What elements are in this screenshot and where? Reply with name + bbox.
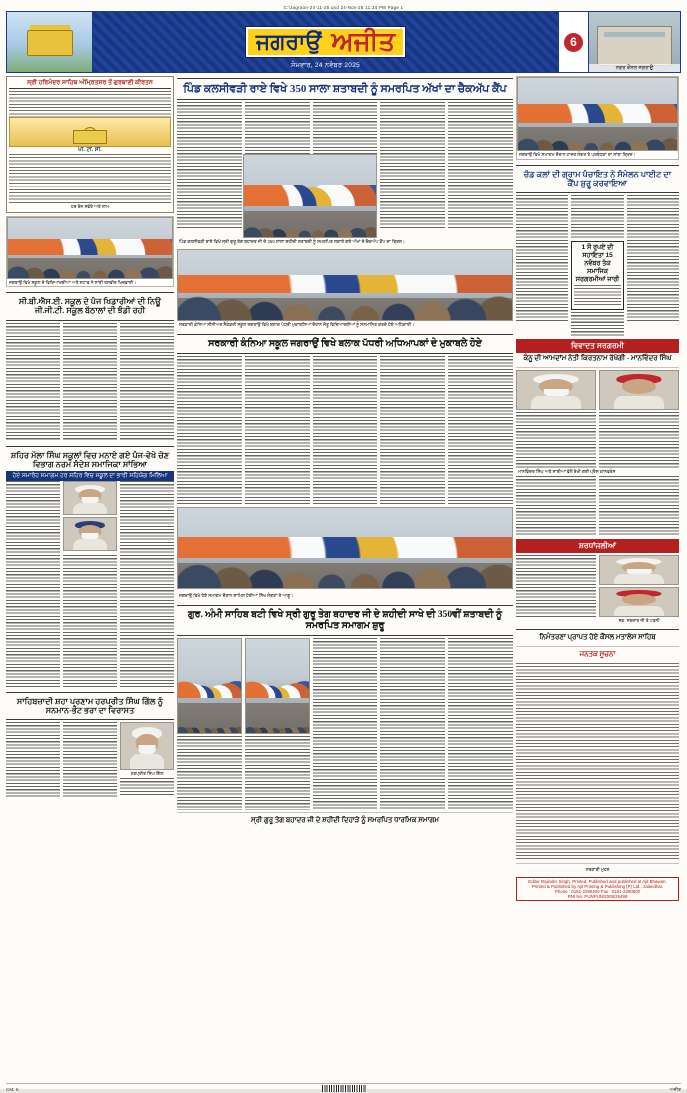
left-column xyxy=(6,76,174,1080)
text-col-1 xyxy=(516,195,568,323)
face-shape xyxy=(136,734,159,752)
jagraon-municipal-building-photo xyxy=(588,12,680,72)
imprint-line-2: Printed & Published by Ajit Printing & Publishing (P) Ltd., Jalandhar. xyxy=(531,883,664,889)
footer-barcode-area xyxy=(19,1085,670,1093)
face-shape xyxy=(622,562,656,573)
sant-portrait xyxy=(63,481,117,515)
left-story-3 xyxy=(6,690,174,798)
text-col-2 xyxy=(245,736,310,810)
portrait-pair xyxy=(599,555,679,625)
torso-shape xyxy=(73,503,106,514)
right-story-2-caption: ਮਾਨਵਿੰਦਰ ਸਿੰਘ ਅਤੇ ਸਾਥੀਆਂ ਵੱਲੋਂ ਰੱਖੀ ਗਈ ਪ੍ਰੈਸ ਕਾਨਫਰੰਸ xyxy=(518,468,616,474)
text-col-3 xyxy=(120,481,174,553)
page-columns xyxy=(6,76,681,1080)
imprint-line-1: Editor Rajinder Singh. Printed, Published and published at Ajit Bhawan, xyxy=(528,878,667,884)
right-story-1 xyxy=(516,163,679,336)
ad-subtitle: ਪੀ. ਟੀ. ਸੀ. xyxy=(78,147,102,154)
text-col-1 xyxy=(177,736,242,810)
imprint-line-3: Phone : 0181-2290400 Fax : 0181-2290500 xyxy=(554,888,641,894)
text-col-1 xyxy=(516,555,596,617)
text-col-3 xyxy=(120,555,174,687)
ptc-kirtan-ad xyxy=(6,76,174,213)
left-story-1-headline: ਸੀ.ਬੀ.ਐਸ.ਈ. ਸਕੂਲ ਦੇ ਪੰਜ ਖਿਡਾਰੀਆਂ ਦੀ ਨਿਊ ਜੀ.ਜੀ.ਟੀ. ਸਕੂਲ ਬੱਠਾਲਾਂ ਦੀ ਝੰਡੀ ਰਹੀ xyxy=(18,297,162,316)
face-shape xyxy=(622,379,656,394)
text-col-1 xyxy=(6,555,60,687)
face-shape xyxy=(622,594,656,605)
text-col-2-top xyxy=(571,195,623,239)
imprint-block xyxy=(516,877,679,901)
masthead xyxy=(6,11,681,73)
text-col-1 xyxy=(6,323,60,441)
eye-checkup-camp-photo xyxy=(243,154,377,238)
lead-headline: ਪਿੰਡ ਕਲਸੀਵੜੀ ਰਾਏ ਵਿਖੇ 350 ਸਾਲਾ ਸ਼ਤਾਬਦੀ ਨੂੰ ਸਮਰਪਿਤ ਅੱਖਾਂ ਦਾ ਚੈਕਅੱਪ ਕੈਂਪ xyxy=(183,83,507,95)
woman-portrait xyxy=(599,370,679,410)
right-story-2-subhead: ਕੰਨੂ ਦੀ ਆਮਦਾਂਮ ਨੇਤੀ ਕਿਰਤਨਾਮ ਰੱਖੇਗੀ - ਮਾਨਵਿੰਦਰ ਸਿੰਘ xyxy=(523,354,672,363)
text-col-2 xyxy=(63,555,117,687)
portrait-col xyxy=(516,370,596,468)
right-story-3-body xyxy=(516,555,679,625)
right-story-2 xyxy=(516,339,679,536)
photo-turbans xyxy=(246,673,309,697)
text-col-1 xyxy=(177,102,242,230)
divider xyxy=(177,353,513,354)
torso-shape xyxy=(614,606,664,616)
sidebox-title: 1 ਸੌ ਰੁਪਏ ਦੀ ਸਹਾਇਤਾ 15 ਨਵੰਬਰ ਤੱਕ ਸਮਾਜਿਕ ਸਰਗਰਮੀਆਂ ਜਾਰੀ xyxy=(575,244,620,284)
divider xyxy=(177,334,513,335)
text-col-2 xyxy=(63,722,117,798)
text-col-3 xyxy=(313,356,378,504)
center-story-d-caption-headline: ਸ੍ਰੀ ਗੁਰੂ ਤੇਗ ਬਹਾਦਰ ਜੀ ਦੇ ਸ਼ਹੀਦੀ ਦਿਹਾੜੇ ਨੂੰ ਸਮਰਪਿਤ ਧਾਰਮਿਕ ਸਮਾਗਮ xyxy=(251,816,439,825)
masthead-date: ਸੋਮਵਾਰ, 24 ਨਵੰਬਰ 2025 xyxy=(290,62,361,69)
left-story-2 xyxy=(6,444,174,687)
text-col-4 xyxy=(380,102,445,230)
right-story-1-sidebox xyxy=(571,241,623,310)
lead-caption: ਪਿੰਡ ਕਲਸੀਵੜੀ ਰਾਏ ਵਿਖੇ ਸ੍ਰੀ ਗੁਰੂ ਤੇਗ ਬਹਾਦਰ ਜੀ ਦੇ 350 ਸਾਲਾ ਸ਼ਹੀਦੀ ਸ਼ਤਾਬਦੀ ਨੂੰ ਸਮਰਪਿਤ ਲਗਾਏ ਗਏ ਅੱਖਾਂ ਦੇ ਚੈਕਅੱਪ ਕੈਂਪ ਦਾ ਦ੍ਰਿਸ਼। xyxy=(179,239,405,245)
divider xyxy=(516,165,679,166)
torso-shape xyxy=(130,754,163,770)
portrait-col xyxy=(120,722,174,798)
text-col-1 xyxy=(6,722,60,798)
imprint-line-4: RNI No. PUNPUN/2008/26488 xyxy=(567,893,628,899)
center-column xyxy=(177,76,513,1080)
divider xyxy=(9,186,171,187)
center-story-b xyxy=(177,332,513,505)
divider xyxy=(6,320,174,321)
page-footer xyxy=(6,1083,681,1093)
torso-shape xyxy=(614,396,664,409)
building-shape xyxy=(597,26,672,66)
footer-left-mark: CM: K xyxy=(6,1086,19,1092)
ad-text-block-1 xyxy=(9,91,171,117)
page-number-text: 6 xyxy=(564,33,583,52)
ad-text-block-2 xyxy=(9,154,171,184)
divider xyxy=(6,292,174,293)
text-col-5 xyxy=(448,356,513,504)
divider xyxy=(177,605,513,606)
text-col-2-with-box xyxy=(571,195,623,336)
torso-shape xyxy=(614,574,664,584)
edition-city-title: ਜਗਰਾਉਂ xyxy=(255,29,322,54)
right-story-2-headline: ਵਿਵਾਦਤ ਸਰਗਰਮੀ xyxy=(516,339,679,353)
teachers-award-ceremony-photo xyxy=(177,249,513,321)
sangat-group-photo-top xyxy=(517,77,678,151)
masthead-title-box xyxy=(245,26,406,58)
paper-title: ਅਜੀਤ xyxy=(331,27,396,56)
golden-temple-photo xyxy=(7,12,93,72)
col-with-photo-mid xyxy=(245,638,310,810)
center-story-d xyxy=(177,603,513,827)
photo-turbans xyxy=(244,185,376,206)
text-col-4 xyxy=(380,356,445,504)
divider xyxy=(177,812,513,813)
photo-turbans xyxy=(8,239,172,255)
right-story-3-headline: ਸ਼ਰਧਾਂਜਲੀਆਂ xyxy=(516,539,679,553)
center-lead-story xyxy=(177,76,513,246)
deceased-woman-portrait xyxy=(599,587,679,617)
photo-turbans xyxy=(178,673,241,697)
text-col-2 xyxy=(245,356,310,504)
torso-shape xyxy=(531,396,581,409)
divider xyxy=(516,629,679,630)
text-col-3 xyxy=(313,638,378,810)
deceased-man-portrait xyxy=(599,555,679,585)
text-col-1 xyxy=(516,476,596,536)
elder-sikh-portrait xyxy=(516,370,596,410)
right-column xyxy=(516,76,679,1080)
left-photo-1-caption: ਜਗਰਾਉਂ ਵਿਖੇ ਸਕੂਲ ਦੇ ਵਿਦਿਆਰਥੀਆਂ ਅਤੇ ਸਟਾਫ਼ ਨੇ ਸਾਂਝੀ ਤਸਵੀਰ ਖਿਚਵਾਈ। xyxy=(9,279,137,285)
face-shape xyxy=(539,379,573,394)
center-photo-row-caption: ਸਰਕਾਰੀ ਕੰਨਿਆ ਸੀਨੀਅਰ ਸੈਕੰਡਰੀ ਸਕੂਲ ਜਗਰਾਉਂ ਵਿਖੇ ਬਲਾਕ ਪੱਧਰੀ ਮੁਕਾਬਲਿਆਂ ਦੌਰਾਨ ਜੇਤੂ ਵਿਦਿਆਰਥੀਆਂ ਨੂੰ ਸਨਮਾਨਿਤ ਕਰਦੇ ਹੋਏ ਅਧਿਕਾਰੀ। xyxy=(179,322,415,328)
ad-title: ਸ੍ਰੀ ਹਰਿਮੰਦਰ ਸਾਹਿਬ ਅੰਮ੍ਰਿਤਸਰ ਤੋਂ ਗੁਰਬਾਣੀ ਕੀਰਤਨ xyxy=(27,79,153,86)
left-story-2-body-top xyxy=(6,481,174,553)
left-story-2-headline: ਸ਼ਹਿਰ ਮੱਲਾ ਸਿੰਘ ਸਕੂਲਾਂ ਵਿਚ ਮਨਾਏ ਗਏ ਪੰਜ-ਵੇਖੋ ਚੋਣ ਵਿਭਾਗ ਨਰਮ ਸੰਦੇਸ਼ ਸਮਾਜਿਕਾ ਸਾਂਭਿਆ xyxy=(10,450,170,469)
left-story-3-portrait-caption: ਹਰਪ੍ਰੀਤ ਸਿੰਘ ਗਿੱਲ xyxy=(130,771,164,777)
print-header-strip: C:\Jagraon-24-11-25.qxd 24-Nov-25 11:34 PM Page 1 xyxy=(283,5,404,10)
right-story-1-headline: ਚੰਡ ਕਲਾਂ ਦੀ ਗ੍ਰਾਮ ਪੰਚਾਇਤ ਨੇ ਸੰਮੇਲਨ ਪਾਈਟ ਦਾ ਕੈਂਪ ਸ਼ੁਰੂ ਕਰਵਾਇਆ xyxy=(523,169,672,188)
right-story-4-notice-title: ਜਨਤਕ ਸੂਚਨਾ xyxy=(579,650,616,659)
left-story-1 xyxy=(6,290,174,440)
right-photo-top-caption: ਜਗਰਾਉਂ ਵਿਖੇ ਸਮਾਗਮ ਦੌਰਾਨ ਹਾਜ਼ਰ ਸੰਗਤ ਤੇ ਪ੍ਰਬੰਧਕਾਂ ਦਾ ਸਾਂਝਾ ਦ੍ਰਿਸ਼। xyxy=(519,152,636,157)
left-story-2-subbar: ਹੋਏ ਸਮਾਰੋਹ ਸਮਾਗਮ ਹਰ ਸ਼ਹਿਰ ਵਿਚ ਸਕੂਲ ਦਾ ਭਾਰੀ ਸਹਿਯੋਗ ਮਿਲਿਆ xyxy=(6,471,174,481)
right-story-2-body-2 xyxy=(516,476,679,536)
text-col-2 xyxy=(599,476,679,536)
center-story-b-body xyxy=(177,356,513,504)
divider xyxy=(177,78,513,79)
ad-text-block-3 xyxy=(9,189,171,203)
text-col-1 xyxy=(177,356,242,504)
sidebox-text xyxy=(574,285,620,307)
portrait-col-2 xyxy=(599,370,679,468)
footer-paper-name: ਅਜੀਤ xyxy=(669,1086,681,1092)
portrait-stack xyxy=(63,481,117,553)
left-story-3-headline: ਸਾਹਿਬਜ਼ਾਦੀ ਸ਼ਹਾ ਪ੍ਰਣਾਮ ਹਰਪ੍ਰੀਤ ਸਿੰਘ ਗਿੱਲ ਨੂੰ ਸਨਮਾਨ-ਭੇਟ ਭਰਾ ਦਾ ਵਿਰਾਸਤ xyxy=(16,697,164,716)
divider xyxy=(9,88,171,89)
text-col-5 xyxy=(448,102,513,230)
divider xyxy=(516,646,679,647)
masthead-center xyxy=(93,12,558,72)
masthead-right-photo-label: ਨਗਰ ਕੌਂਸਲ ਜਗਰਾਉਂ xyxy=(589,64,680,73)
text-col-1 xyxy=(6,481,60,553)
text-col-2 xyxy=(63,323,117,441)
sikh-leaders-photo-caption: ਜਗਰਾਉਂ ਵਿਖੇ ਹੋਏ ਸਮਾਗਮ ਦੌਰਾਨ ਸ਼ਾਮਿਲ ਹੋਈਆਂ ਸਿੱਖ ਸੰਗਤਾਂ ਤੇ ਆਗੂ। xyxy=(179,593,294,599)
temple-shape xyxy=(73,130,107,144)
text-col-1 xyxy=(516,412,596,468)
photo-turbans xyxy=(518,104,677,123)
text-col-2-top xyxy=(245,102,310,154)
ad-footer: ਹਰ ਰੋਜ਼ ਸਵੇਰੇ ਅਤੇ ਸ਼ਾਮ xyxy=(71,203,109,209)
right-photo-top-block xyxy=(516,76,679,160)
center-story-d-body xyxy=(177,638,513,810)
divider xyxy=(177,99,513,100)
col-with-photo-left xyxy=(177,638,242,810)
siropa-honour-photo xyxy=(177,638,242,734)
temple-body-shape xyxy=(27,30,73,56)
right-story-4-body xyxy=(516,663,679,861)
center-photo-row xyxy=(177,249,513,329)
left-photo-1-block xyxy=(6,216,174,288)
face-shape xyxy=(79,525,102,538)
right-story-2-body xyxy=(516,370,679,468)
divider xyxy=(516,192,679,193)
right-story-3 xyxy=(516,539,679,625)
center-story-b-headline: ਸਰਕਾਰੀ ਕੰਨਿਆ ਸਕੂਲ ਜਗਰਾਉਂ ਵਿਖੇ ਬਲਾਕ ਪੱਧਰੀ ਅਧਿਆਪਕਾਂ ਦੇ ਮੁਕਾਬਲੇ ਹੋਏ xyxy=(208,338,482,349)
divider xyxy=(516,367,679,368)
photo-turbans xyxy=(178,537,512,558)
text-col-4 xyxy=(380,638,445,810)
granthi-portrait xyxy=(63,517,117,551)
right-story-1-body xyxy=(516,195,679,336)
face-shape xyxy=(79,489,102,502)
divider xyxy=(6,692,174,693)
divider xyxy=(516,863,679,864)
text-col-5 xyxy=(448,638,513,810)
divider xyxy=(6,719,174,720)
center-story-d-headline: ਗੁਰ. ਅੰਮੀ ਸਾਹਿਬ ਬਟੀ ਵਿਖੇ ਸ੍ਰੀ ਗੁਰੂ ਤੇਗ ਬਹਾਦਰ ਜੀ ਦੇ ਸ਼ਹੀਦੀ ਸਾਖੇ ਦੀ 350ਵੀਂ ਸ਼ਤਾਬਦੀ ਨੂੰ ਸਮਰਪਿਤ ਸਮਾਗਮ ਸ਼ੁਰੂ xyxy=(187,610,503,631)
right-story-3-caption: ਸਵ. ਸਰਦਾਰ ਜੀ ਤੇ ਪਤਨੀ xyxy=(618,617,660,623)
text-col-3 xyxy=(627,195,679,323)
divider xyxy=(177,635,513,636)
right-story-4-stamp: ਸਰਕਾਰੀ ਮੁਹਰ xyxy=(585,867,610,873)
ad-temple-graphic xyxy=(9,117,171,147)
right-story-4 xyxy=(516,627,679,873)
text-col-3 xyxy=(120,778,174,796)
sikh-leaders-group-photo xyxy=(177,507,513,589)
left-story-2-body-bottom xyxy=(6,555,174,687)
left-story-1-body xyxy=(6,323,174,441)
group-photo-school-students xyxy=(7,217,173,279)
text-col-2 xyxy=(599,412,679,468)
text-col-2-bottom xyxy=(571,312,623,336)
torso-shape xyxy=(73,539,106,550)
sangat-langar-photo xyxy=(245,638,310,734)
photo-turbans xyxy=(178,275,512,293)
right-story-4-headline: ਨਿਮੰਤਰਣਾ ਪ੍ਰਾਪਤ ਹੋਏ ਕੌਂਸਲ ਮਤਾਲੇਸ ਸਾਹਿਬ xyxy=(539,633,656,642)
divider xyxy=(6,446,174,447)
left-story-3-body xyxy=(6,722,174,798)
text-col-3 xyxy=(120,323,174,441)
page-number-badge xyxy=(558,12,588,72)
harpreet-singh-gill-portrait xyxy=(120,722,174,770)
